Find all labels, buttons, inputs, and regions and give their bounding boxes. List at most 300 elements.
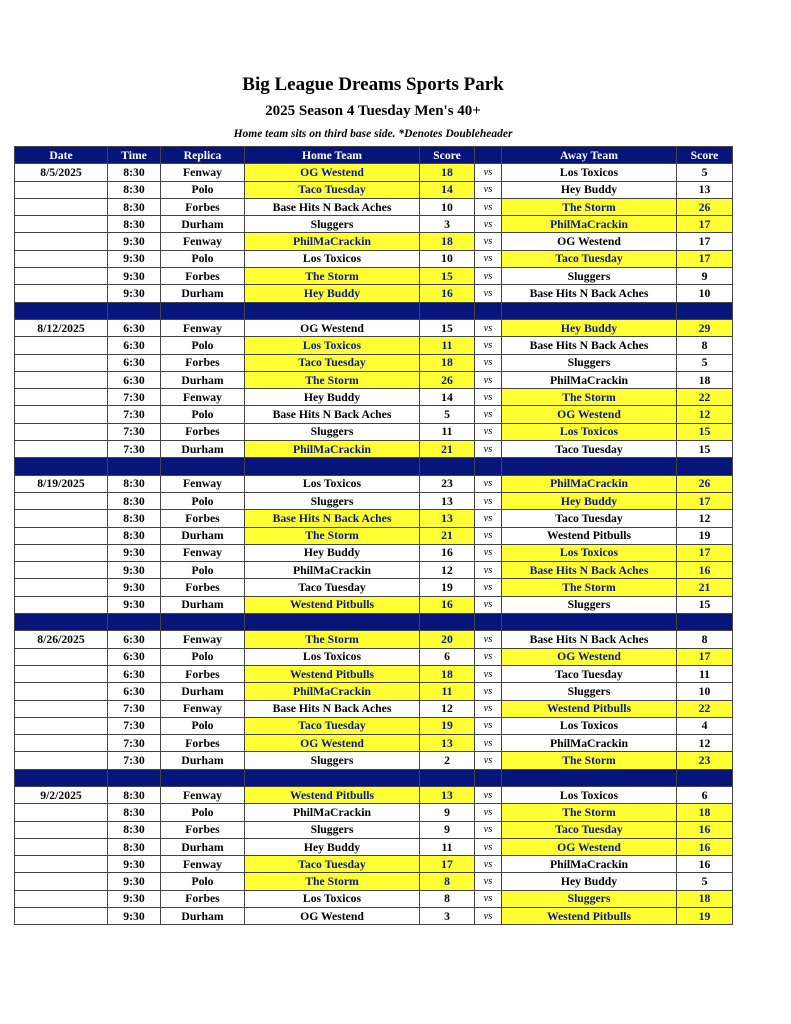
home-team-cell: Westend Pitbulls (245, 665, 420, 682)
replica-cell: Durham (161, 441, 245, 458)
vs-cell: vs (475, 371, 502, 388)
vs-cell: vs (475, 389, 502, 406)
replica-cell: Fenway (161, 544, 245, 561)
separator-cell (502, 458, 677, 475)
time-cell: 8:30 (108, 181, 161, 198)
home-team-cell: OG Westend (245, 735, 420, 752)
game-row (15, 337, 733, 354)
home-score-cell: 14 (420, 389, 475, 406)
header-vs (475, 147, 502, 164)
away-team-cell: Hey Buddy (502, 319, 677, 336)
away-team-cell: The Storm (502, 198, 677, 215)
home-team-cell: Base Hits N Back Aches (245, 700, 420, 717)
replica-cell: Forbes (161, 268, 245, 285)
away-score-cell: 16 (677, 821, 733, 838)
vs-cell: vs (475, 665, 502, 682)
home-team-cell: Base Hits N Back Aches (245, 406, 420, 423)
vs-cell: vs (475, 337, 502, 354)
away-score-cell: 29 (677, 319, 733, 336)
header-date: Date (15, 147, 108, 164)
vs-cell: vs (475, 527, 502, 544)
replica-cell: Durham (161, 838, 245, 855)
away-score-cell: 16 (677, 856, 733, 873)
game-row (15, 821, 733, 838)
away-score-cell: 9 (677, 268, 733, 285)
away-score-cell: 11 (677, 665, 733, 682)
replica-cell: Polo (161, 804, 245, 821)
date-cell (15, 198, 108, 215)
date-cell (15, 181, 108, 198)
home-score-cell: 15 (420, 268, 475, 285)
date-cell (15, 423, 108, 440)
replica-cell: Forbes (161, 354, 245, 371)
replica-cell: Durham (161, 596, 245, 613)
home-team-cell: Los Toxicos (245, 250, 420, 267)
home-score-cell: 23 (420, 475, 475, 492)
home-team-cell: Sluggers (245, 492, 420, 509)
separator-cell (15, 614, 108, 631)
home-score-cell: 8 (420, 873, 475, 890)
away-team-cell: PhilMaCrackin (502, 371, 677, 388)
away-score-cell: 12 (677, 735, 733, 752)
page-subtitle: 2025 Season 4 Tuesday Men's 40+ (265, 103, 481, 119)
home-score-cell: 13 (420, 735, 475, 752)
separator-cell (245, 769, 420, 786)
game-row (15, 354, 733, 371)
away-team-cell: The Storm (502, 752, 677, 769)
separator-cell (108, 458, 161, 475)
separator-cell (108, 302, 161, 319)
away-team-cell: PhilMaCrackin (502, 856, 677, 873)
away-score-cell: 10 (677, 285, 733, 302)
away-score-cell: 17 (677, 648, 733, 665)
game-row (15, 838, 733, 855)
separator-cell (108, 614, 161, 631)
away-score-cell: 17 (677, 492, 733, 509)
away-team-cell: Base Hits N Back Aches (502, 562, 677, 579)
time-cell: 6:30 (108, 371, 161, 388)
away-score-cell: 5 (677, 873, 733, 890)
date-cell: 8/5/2025 (15, 164, 108, 181)
separator-cell (502, 302, 677, 319)
replica-cell: Fenway (161, 475, 245, 492)
vs-cell: vs (475, 354, 502, 371)
away-score-cell: 19 (677, 527, 733, 544)
separator-cell (161, 458, 245, 475)
separator-cell (420, 614, 475, 631)
separator-cell (475, 769, 502, 786)
home-team-cell: Taco Tuesday (245, 717, 420, 734)
home-score-cell: 2 (420, 752, 475, 769)
replica-cell: Durham (161, 216, 245, 233)
separator-cell (245, 302, 420, 319)
home-score-cell: 16 (420, 544, 475, 561)
game-row (15, 579, 733, 596)
replica-cell: Polo (161, 492, 245, 509)
vs-cell: vs (475, 821, 502, 838)
home-team-cell: PhilMaCrackin (245, 683, 420, 700)
away-team-cell: Taco Tuesday (502, 665, 677, 682)
away-score-cell: 5 (677, 354, 733, 371)
away-score-cell: 16 (677, 562, 733, 579)
home-team-cell: The Storm (245, 527, 420, 544)
date-cell (15, 268, 108, 285)
time-cell: 8:30 (108, 164, 161, 181)
time-cell: 6:30 (108, 337, 161, 354)
time-cell: 8:30 (108, 821, 161, 838)
game-row (15, 216, 733, 233)
date-cell (15, 700, 108, 717)
away-team-cell: Hey Buddy (502, 181, 677, 198)
date-cell (15, 908, 108, 925)
vs-cell: vs (475, 492, 502, 509)
home-team-cell: The Storm (245, 873, 420, 890)
date-cell (15, 389, 108, 406)
home-score-cell: 11 (420, 838, 475, 855)
time-cell: 9:30 (108, 908, 161, 925)
home-score-cell: 18 (420, 233, 475, 250)
time-cell: 9:30 (108, 579, 161, 596)
home-team-cell: Hey Buddy (245, 389, 420, 406)
game-row (15, 389, 733, 406)
separator-cell (15, 769, 108, 786)
date-cell: 8/12/2025 (15, 319, 108, 336)
away-team-cell: Taco Tuesday (502, 510, 677, 527)
away-team-cell: OG Westend (502, 406, 677, 423)
away-score-cell: 15 (677, 423, 733, 440)
vs-cell: vs (475, 285, 502, 302)
vs-cell: vs (475, 562, 502, 579)
vs-cell: vs (475, 268, 502, 285)
away-score-cell: 12 (677, 510, 733, 527)
vs-cell: vs (475, 873, 502, 890)
replica-cell: Forbes (161, 198, 245, 215)
game-row (15, 510, 733, 527)
away-team-cell: Sluggers (502, 354, 677, 371)
schedule-body (15, 164, 733, 925)
home-score-cell: 21 (420, 527, 475, 544)
game-row (15, 371, 733, 388)
game-row (15, 631, 733, 648)
home-score-cell: 20 (420, 631, 475, 648)
home-team-cell: PhilMaCrackin (245, 804, 420, 821)
game-row (15, 717, 733, 734)
home-team-cell: OG Westend (245, 908, 420, 925)
replica-cell: Fenway (161, 786, 245, 803)
time-cell: 6:30 (108, 319, 161, 336)
date-cell (15, 856, 108, 873)
away-score-cell: 23 (677, 752, 733, 769)
vs-cell: vs (475, 164, 502, 181)
away-team-cell: PhilMaCrackin (502, 216, 677, 233)
time-cell: 6:30 (108, 683, 161, 700)
home-team-cell: Los Toxicos (245, 890, 420, 907)
home-team-cell: Los Toxicos (245, 337, 420, 354)
game-row (15, 268, 733, 285)
week-separator-row (15, 458, 733, 475)
vs-cell: vs (475, 198, 502, 215)
date-cell (15, 406, 108, 423)
away-score-cell: 19 (677, 908, 733, 925)
replica-cell: Forbes (161, 665, 245, 682)
date-cell (15, 752, 108, 769)
home-team-cell: PhilMaCrackin (245, 233, 420, 250)
game-row (15, 700, 733, 717)
home-team-cell: Hey Buddy (245, 285, 420, 302)
away-score-cell: 8 (677, 337, 733, 354)
away-score-cell: 18 (677, 890, 733, 907)
game-row (15, 804, 733, 821)
home-score-cell: 3 (420, 908, 475, 925)
separator-cell (420, 458, 475, 475)
time-cell: 7:30 (108, 389, 161, 406)
game-row (15, 648, 733, 665)
away-score-cell: 6 (677, 786, 733, 803)
home-team-cell: OG Westend (245, 319, 420, 336)
home-score-cell: 11 (420, 337, 475, 354)
away-team-cell: Sluggers (502, 683, 677, 700)
vs-cell: vs (475, 890, 502, 907)
away-score-cell: 26 (677, 198, 733, 215)
time-cell: 9:30 (108, 856, 161, 873)
replica-cell: Polo (161, 406, 245, 423)
date-cell (15, 873, 108, 890)
date-cell (15, 216, 108, 233)
replica-cell: Fenway (161, 319, 245, 336)
away-score-cell: 17 (677, 544, 733, 561)
home-team-cell: The Storm (245, 371, 420, 388)
away-score-cell: 26 (677, 475, 733, 492)
time-cell: 8:30 (108, 804, 161, 821)
away-score-cell: 17 (677, 216, 733, 233)
time-cell: 8:30 (108, 510, 161, 527)
header-time: Time (108, 147, 161, 164)
date-cell (15, 821, 108, 838)
separator-cell (475, 614, 502, 631)
date-cell (15, 890, 108, 907)
replica-cell: Durham (161, 752, 245, 769)
away-team-cell: The Storm (502, 804, 677, 821)
game-row (15, 735, 733, 752)
replica-cell: Durham (161, 285, 245, 302)
game-row (15, 527, 733, 544)
game-row (15, 562, 733, 579)
vs-cell: vs (475, 631, 502, 648)
vs-cell: vs (475, 804, 502, 821)
away-team-cell: Base Hits N Back Aches (502, 337, 677, 354)
replica-cell: Polo (161, 181, 245, 198)
separator-cell (15, 458, 108, 475)
game-row (15, 873, 733, 890)
away-team-cell: The Storm (502, 389, 677, 406)
separator-cell (502, 769, 677, 786)
time-cell: 9:30 (108, 596, 161, 613)
date-cell (15, 562, 108, 579)
time-cell: 7:30 (108, 406, 161, 423)
away-score-cell: 8 (677, 631, 733, 648)
replica-cell: Forbes (161, 579, 245, 596)
away-score-cell: 4 (677, 717, 733, 734)
away-score-cell: 15 (677, 441, 733, 458)
replica-cell: Fenway (161, 233, 245, 250)
away-team-cell: Base Hits N Back Aches (502, 631, 677, 648)
time-cell: 6:30 (108, 631, 161, 648)
home-score-cell: 9 (420, 804, 475, 821)
away-score-cell: 18 (677, 804, 733, 821)
vs-cell: vs (475, 319, 502, 336)
game-row (15, 441, 733, 458)
away-team-cell: The Storm (502, 579, 677, 596)
home-score-cell: 6 (420, 648, 475, 665)
time-cell: 9:30 (108, 544, 161, 561)
home-score-cell: 11 (420, 683, 475, 700)
week-separator-row (15, 769, 733, 786)
home-team-cell: Hey Buddy (245, 838, 420, 855)
vs-cell: vs (475, 838, 502, 855)
header-home-team: Home Team (245, 147, 420, 164)
schedule-note: Home team sits on third base side. *Denotes Doubleheader (233, 128, 513, 140)
header-home-score: Score (420, 147, 475, 164)
away-score-cell: 13 (677, 181, 733, 198)
away-team-cell: Los Toxicos (502, 717, 677, 734)
time-cell: 7:30 (108, 423, 161, 440)
away-team-cell: OG Westend (502, 233, 677, 250)
separator-cell (108, 769, 161, 786)
separator-cell (420, 302, 475, 319)
vs-cell: vs (475, 510, 502, 527)
time-cell: 8:30 (108, 475, 161, 492)
week-separator-row (15, 614, 733, 631)
time-cell: 7:30 (108, 717, 161, 734)
away-team-cell: Sluggers (502, 890, 677, 907)
game-row (15, 786, 733, 803)
home-team-cell: Taco Tuesday (245, 579, 420, 596)
home-team-cell: Taco Tuesday (245, 181, 420, 198)
separator-cell (502, 614, 677, 631)
time-cell: 8:30 (108, 527, 161, 544)
home-score-cell: 13 (420, 492, 475, 509)
away-team-cell: Westend Pitbulls (502, 908, 677, 925)
home-score-cell: 14 (420, 181, 475, 198)
vs-cell: vs (475, 441, 502, 458)
separator-cell (161, 769, 245, 786)
game-row (15, 250, 733, 267)
separator-cell (15, 302, 108, 319)
away-team-cell: Taco Tuesday (502, 250, 677, 267)
date-cell: 8/19/2025 (15, 475, 108, 492)
game-row (15, 233, 733, 250)
date-cell (15, 648, 108, 665)
replica-cell: Durham (161, 371, 245, 388)
home-team-cell: Base Hits N Back Aches (245, 198, 420, 215)
game-row (15, 665, 733, 682)
vs-cell: vs (475, 475, 502, 492)
replica-cell: Fenway (161, 700, 245, 717)
separator-cell (161, 302, 245, 319)
away-team-cell: Los Toxicos (502, 164, 677, 181)
date-cell (15, 354, 108, 371)
time-cell: 9:30 (108, 268, 161, 285)
separator-cell (677, 769, 733, 786)
home-score-cell: 12 (420, 562, 475, 579)
time-cell: 7:30 (108, 441, 161, 458)
date-cell (15, 579, 108, 596)
date-cell (15, 441, 108, 458)
vs-cell: vs (475, 596, 502, 613)
away-team-cell: PhilMaCrackin (502, 475, 677, 492)
home-team-cell: Westend Pitbulls (245, 786, 420, 803)
away-team-cell: Base Hits N Back Aches (502, 285, 677, 302)
table-header-row (15, 147, 733, 164)
replica-cell: Polo (161, 648, 245, 665)
header-away-score: Score (677, 147, 733, 164)
game-row (15, 544, 733, 561)
home-score-cell: 10 (420, 250, 475, 267)
time-cell: 9:30 (108, 285, 161, 302)
replica-cell: Forbes (161, 510, 245, 527)
home-score-cell: 18 (420, 665, 475, 682)
away-team-cell: OG Westend (502, 838, 677, 855)
time-cell: 8:30 (108, 786, 161, 803)
time-cell: 8:30 (108, 838, 161, 855)
time-cell: 6:30 (108, 354, 161, 371)
replica-cell: Polo (161, 873, 245, 890)
vs-cell: vs (475, 233, 502, 250)
away-team-cell: Westend Pitbulls (502, 700, 677, 717)
vs-cell: vs (475, 544, 502, 561)
home-score-cell: 19 (420, 717, 475, 734)
replica-cell: Durham (161, 908, 245, 925)
date-cell (15, 596, 108, 613)
week-separator-row (15, 302, 733, 319)
date-cell (15, 717, 108, 734)
vs-cell: vs (475, 683, 502, 700)
home-team-cell: The Storm (245, 631, 420, 648)
vs-cell: vs (475, 717, 502, 734)
away-score-cell: 15 (677, 596, 733, 613)
home-score-cell: 26 (420, 371, 475, 388)
home-team-cell: Taco Tuesday (245, 856, 420, 873)
home-team-cell: PhilMaCrackin (245, 562, 420, 579)
time-cell: 7:30 (108, 700, 161, 717)
away-team-cell: Hey Buddy (502, 492, 677, 509)
page-title: Big League Dreams Sports Park (242, 74, 504, 95)
away-score-cell: 5 (677, 164, 733, 181)
date-cell (15, 665, 108, 682)
time-cell: 7:30 (108, 752, 161, 769)
home-score-cell: 12 (420, 700, 475, 717)
home-score-cell: 17 (420, 856, 475, 873)
separator-cell (677, 614, 733, 631)
home-team-cell: Sluggers (245, 216, 420, 233)
home-score-cell: 16 (420, 596, 475, 613)
away-team-cell: Taco Tuesday (502, 821, 677, 838)
home-score-cell: 16 (420, 285, 475, 302)
game-row (15, 423, 733, 440)
header-away-team: Away Team (502, 147, 677, 164)
separator-cell (677, 458, 733, 475)
separator-cell (161, 614, 245, 631)
replica-cell: Forbes (161, 735, 245, 752)
home-score-cell: 19 (420, 579, 475, 596)
date-cell (15, 233, 108, 250)
replica-cell: Polo (161, 250, 245, 267)
game-row (15, 285, 733, 302)
date-cell (15, 492, 108, 509)
game-row (15, 198, 733, 215)
game-row (15, 890, 733, 907)
replica-cell: Forbes (161, 821, 245, 838)
